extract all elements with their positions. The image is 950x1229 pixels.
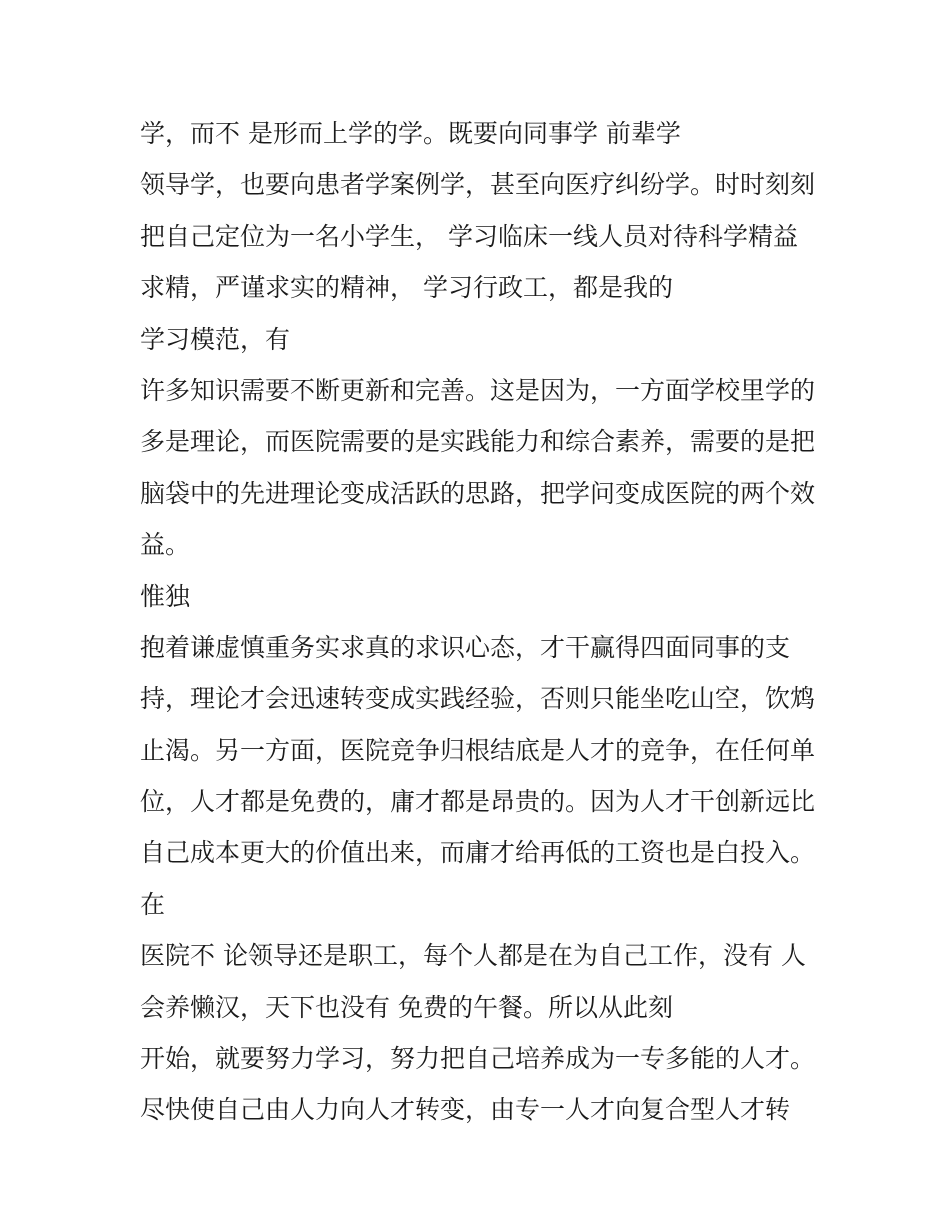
text-line: 学，而不 是形而上学的学。既要向同事学 前辈学 [140,119,681,148]
text-line: 持，理论才会迅速转变成实践经验，否则只能坐吃山空，饮鸩 [140,684,816,714]
text-line: 会养懒汉，天下也没有 免费的午餐。所以从此刻 [140,992,673,1022]
text-line: 学习模范，有 [140,324,291,354]
text-line: 许多知识需要不断更新和完善。这是因为，一方面学校里学的 [140,375,816,405]
text-line: 开始，就要努力学习，努力把自己培养成为一专多能的人才。 [140,1044,816,1074]
text-line: 领导学，也要向患者学案例学，甚至向医疗纠纷学。时时刻刻 [140,170,816,200]
body-text [140,108,820,1136]
text-line: 多是理论，而医院需要的是实践能力和综合素养，需要的是把 [140,427,816,457]
text-line: 脑袋中的先进理论变成活跃的思路，把学问变成医院的两个效 [140,478,816,508]
text-line: 求精，严谨求实的精神， 学习行政工，都是我的 [140,273,673,303]
text-line: 医院不 论领导还是职工，每个人都是在为自己工作，没有 人 [140,941,806,971]
text-line: 益。 [140,530,191,560]
text-line: 位，人才都是免费的，庸才都是昂贵的。因为人才干创新远比 [140,787,816,817]
text-line: 止渴。另一方面，医院竞争归根结底是人才的竞争，在任何单 [140,735,816,765]
text-line: 尽快使自己由人力向人才转变，由专一人才向复合型人才转 [140,1095,791,1125]
text-line: 在 [140,889,166,919]
text-line: 把自己定位为一名小学生， 学习临床一线人员对待科学精益 [140,221,798,251]
text-line: 自己成本更大的价值出来，而庸才给再低的工资也是白投入。 [140,838,816,868]
text-line: 抱着谦虚慎重务实求真的求识心态，才干赢得四面同事的支 [140,632,791,662]
text-line: 惟独 [140,581,191,611]
